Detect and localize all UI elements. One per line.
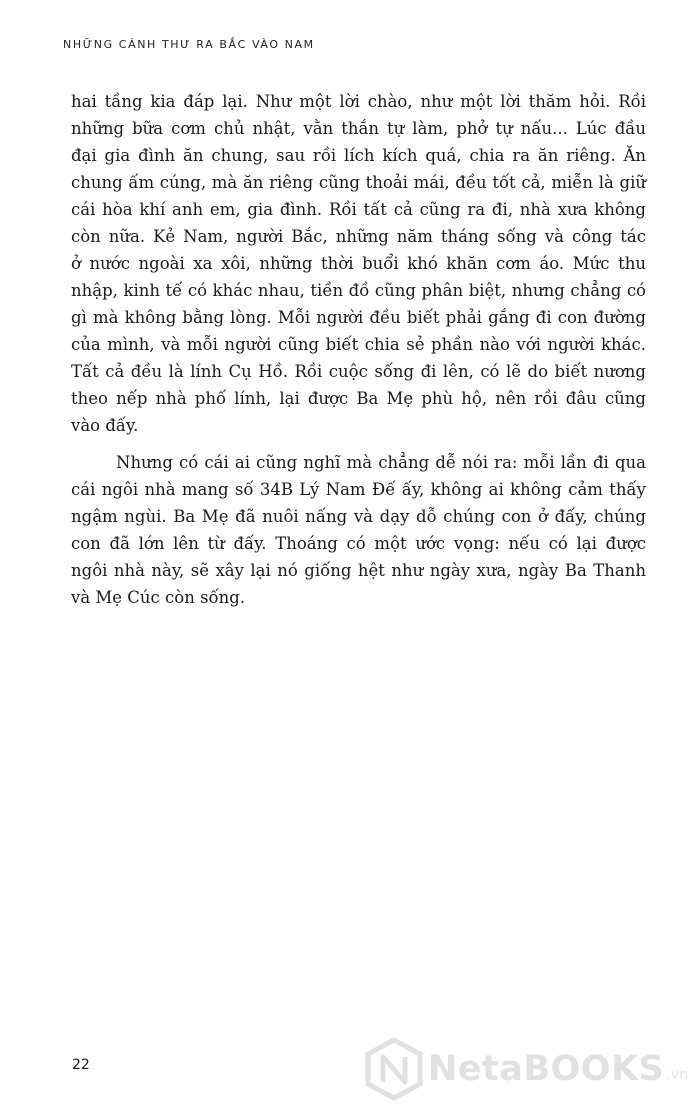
text-line: và Mẹ Cúc còn sống.: [71, 588, 246, 607]
text-line: hai tầng kia đáp lại. Như một lời chào, như một lời thăm hỏi. Rồi: [71, 92, 646, 111]
watermark-domain-suffix: .vn: [666, 1067, 689, 1083]
text-line: theo nếp nhà phố lính, lại được Ba Mẹ phù hộ, nên rồi đâu cũng: [71, 389, 646, 408]
text-line: con đã lớn lên từ đấy. Thoáng có một ước vọng: nếu có lại được: [71, 534, 646, 553]
text-line: cái ngôi nhà mang số 34B Lý Nam Đế ấy, không ai không cảm thấy: [71, 480, 646, 499]
text-line: nhập, kinh tế có khác nhau, tiền đồ cũng phân biệt, nhưng chẳng có: [71, 281, 646, 300]
text-line: gì mà không bằng lòng. Mỗi người đều biết phải gắng đi con đường: [71, 308, 646, 327]
text-line: ở nước ngoài xa xôi, những thời buổi khó khăn cơm áo. Mức thu: [71, 254, 646, 273]
running-header: NHỮNG CÁNH THƯ RA BẮC VÀO NAM: [63, 38, 315, 51]
text-line: còn nữa. Kẻ Nam, người Bắc, những năm tháng sống và công tác: [71, 227, 646, 246]
text-line: ngậm ngùi. Ba Mẹ đã nuôi nấng và dạy dỗ chúng con ở đấy, chúng: [71, 507, 646, 526]
netabooks-watermark: [364, 1033, 689, 1105]
page-body-text: [71, 88, 646, 611]
text-line: cái hòa khí anh em, gia đình. Rồi tất cả cũng ra đi, nhà xưa không: [71, 200, 646, 219]
paragraph-1: [71, 88, 646, 439]
netabooks-logo-icon: [364, 1037, 424, 1101]
text-line: Tất cả đều là lính Cụ Hồ. Rồi cuộc sống đi lên, có lẽ do biết nương: [71, 362, 646, 381]
watermark-brand-text: NetaBOOKS: [428, 1049, 665, 1089]
text-line: Nhưng có cái ai cũng nghĩ mà chẳng dễ nói ra: mỗi lần đi qua: [116, 453, 646, 472]
text-line: đại gia đình ăn chung, sau rồi lích kích quá, chia ra ăn riêng. Ăn: [71, 146, 646, 165]
text-line: vào đấy.: [71, 416, 139, 435]
text-line: ngôi nhà này, sẽ xây lại nó giống hệt như ngày xưa, ngày Ba Thanh: [71, 561, 646, 580]
text-line: những bữa cơm chủ nhật, vằn thắn tự làm, phở tự nấu... Lúc đầu: [71, 119, 646, 138]
paragraph-2: [71, 449, 646, 611]
text-line: của mình, và mỗi người cũng biết chia sẻ phần nào với người khác.: [71, 335, 646, 354]
text-line: chung ấm cúng, mà ăn riêng cũng thoải mái, đều tốt cả, miễn là giữ: [71, 173, 646, 192]
page-number: 22: [72, 1057, 90, 1073]
